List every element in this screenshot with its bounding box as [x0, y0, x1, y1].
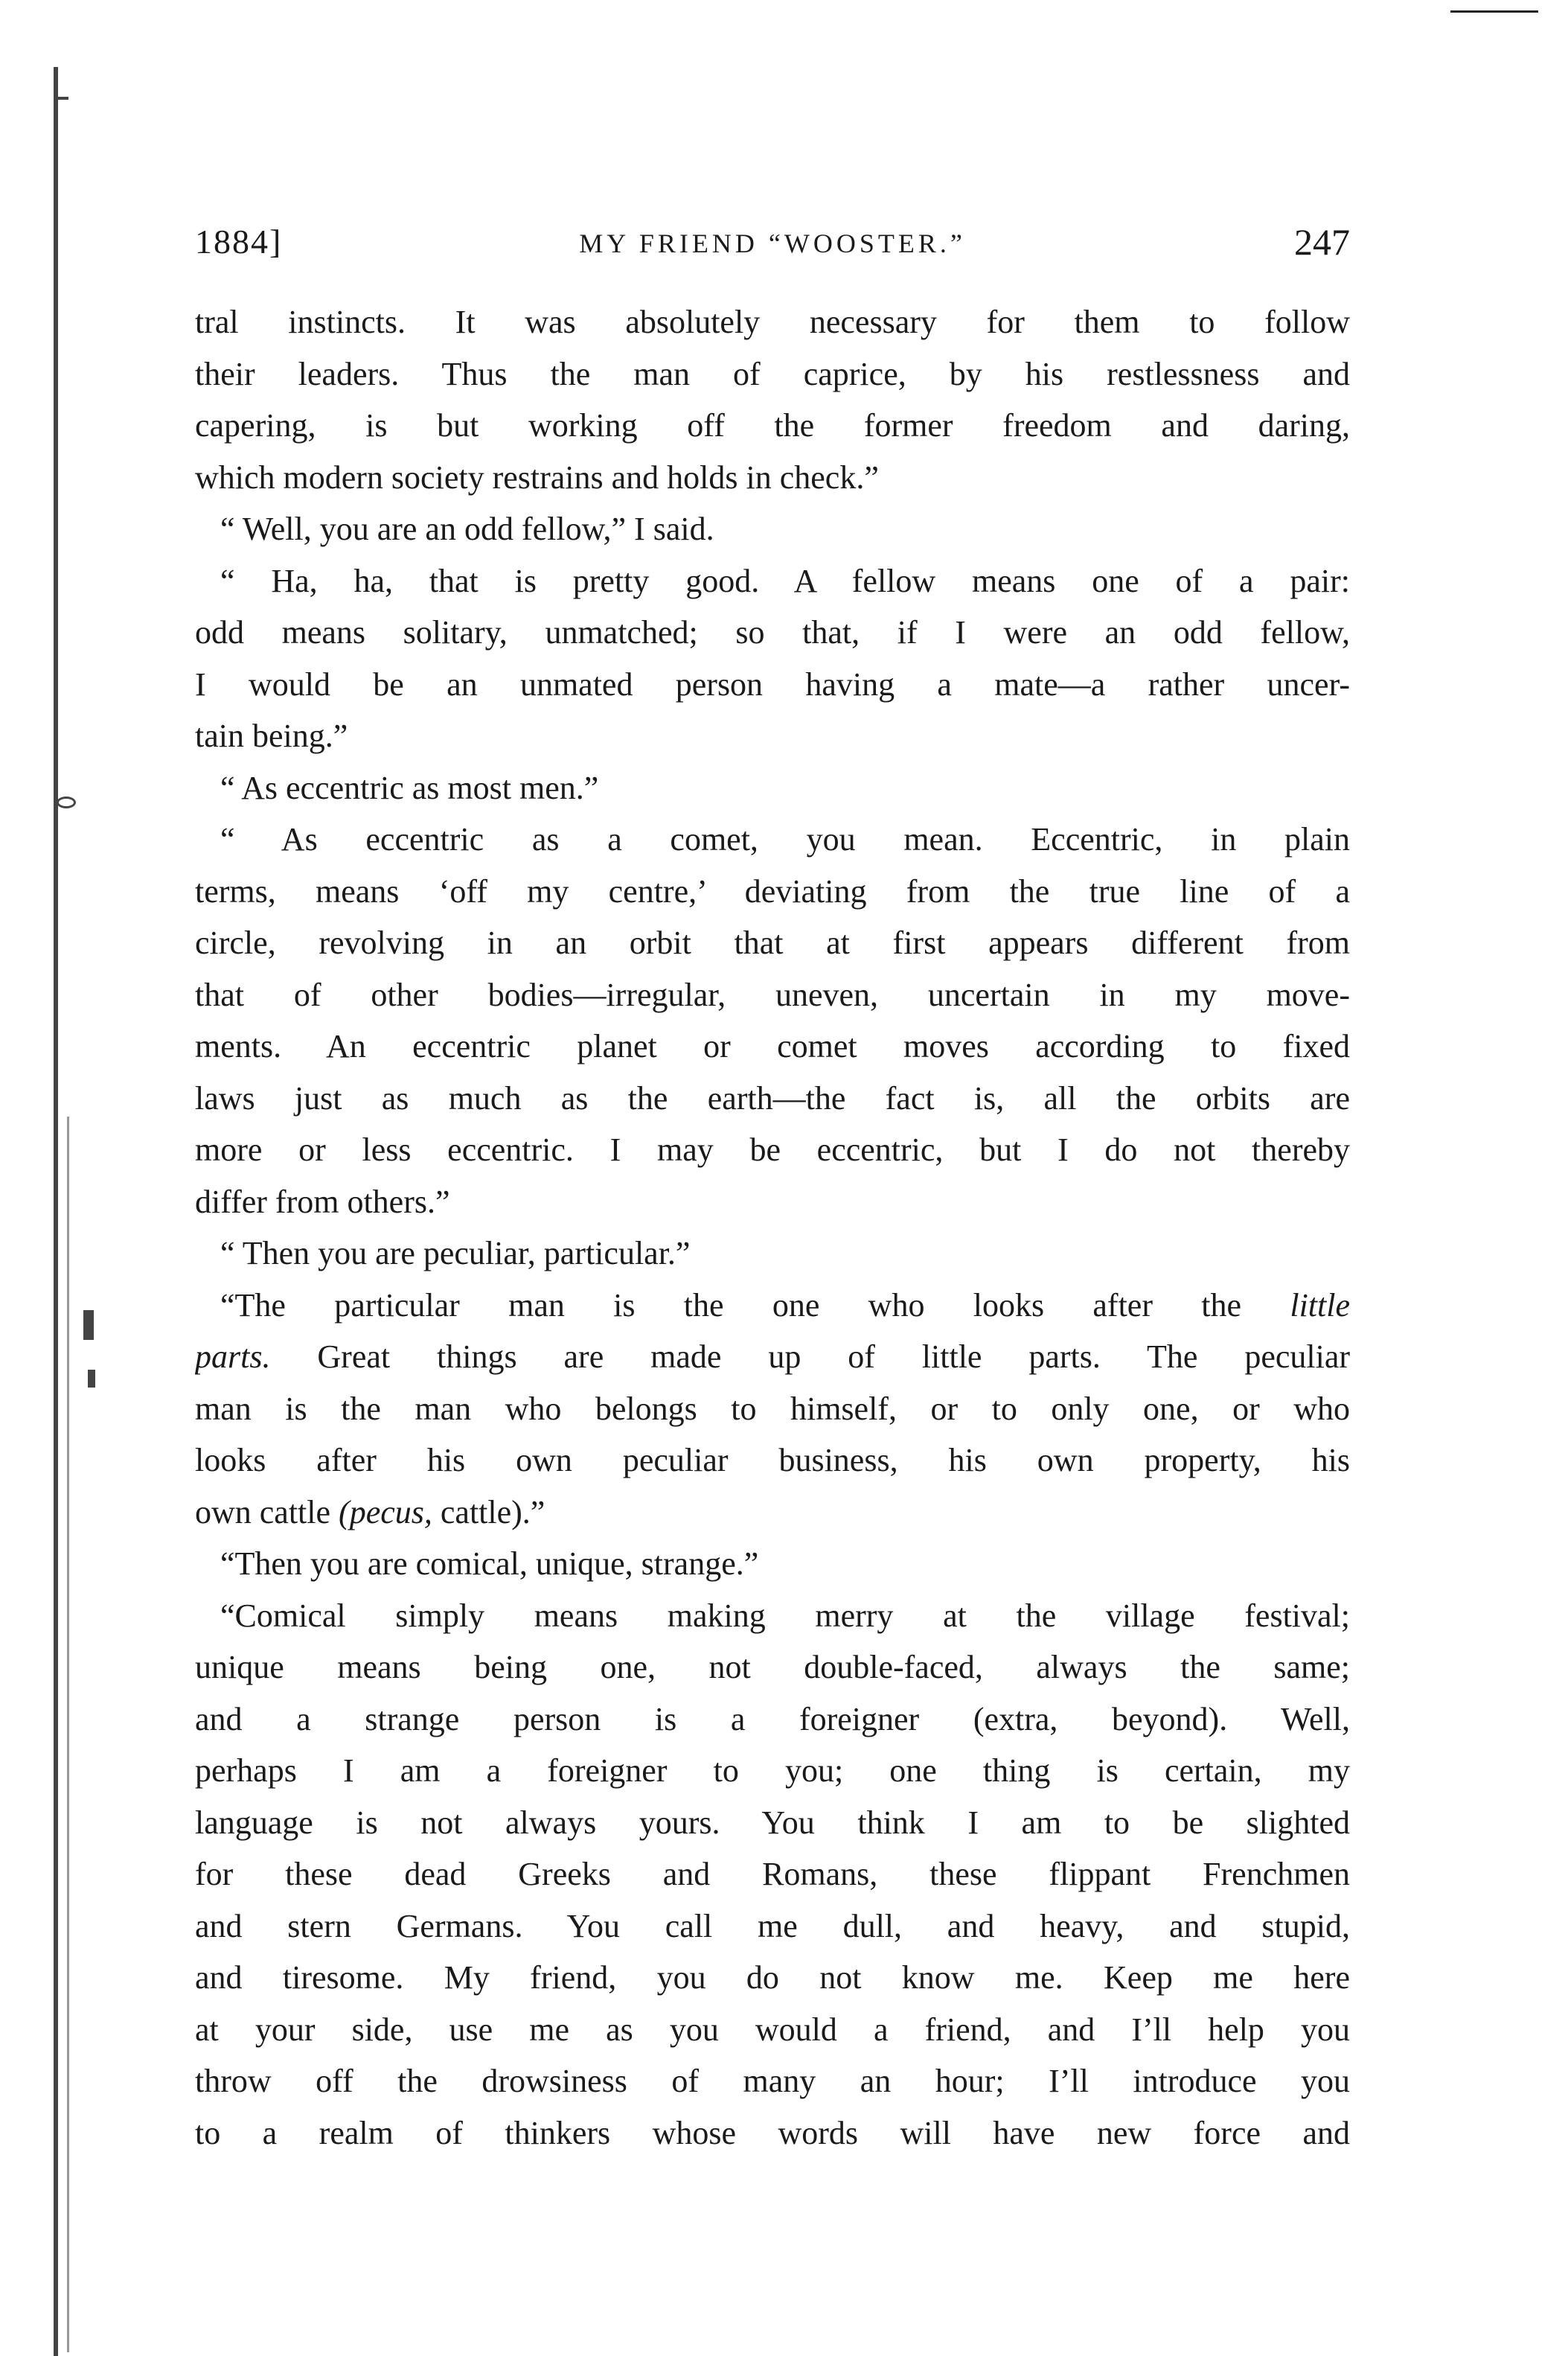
text-line: at your side, use me as you would a friend, and I’ll help you	[195, 2011, 1350, 2048]
gutter-mark	[83, 1310, 94, 1340]
text-line: to a realm of thinkers whose words will have new force and	[195, 2114, 1350, 2151]
text-line: language is not always yours. You think I am to be slighted	[195, 1804, 1350, 1841]
text-line: and tiresome. My friend, you do not know me. Keep me here	[195, 1959, 1350, 1996]
body-text	[195, 296, 1350, 2159]
page-number: 247	[1294, 221, 1350, 263]
text-line	[195, 1280, 1350, 1332]
italic-word: parts.	[195, 1338, 271, 1375]
text-line: laws just as much as the earth—the fact is, all the orbits are	[195, 1079, 1350, 1117]
gutter-mark	[88, 1370, 95, 1388]
binding-gutter-line	[54, 67, 58, 2356]
text-line: perhaps I am a foreigner to you; one thing is certain, my	[195, 1752, 1350, 1789]
text-line: more or less eccentric. I may be eccentric, but I do not thereby	[195, 1131, 1350, 1168]
text-line: odd means solitary, unmatched; so that, if I were an odd fellow,	[195, 614, 1350, 651]
running-header	[195, 216, 1350, 268]
text-line: tral instincts. It was absolutely necessary for them to follow	[195, 304, 1350, 340]
text-segment: Great things are made up of little parts. The peculiar	[317, 1338, 1350, 1375]
text-line: capering, is but working off the former freedom and daring,	[195, 407, 1350, 444]
text-line: “ Ha, ha, that is pretty good. A fellow means one of a pair:	[220, 562, 1350, 599]
text-line: “ Well, you are an odd fellow,” I said.	[220, 511, 714, 547]
text-line: looks after his own peculiar business, his own property, his	[195, 1442, 1350, 1478]
text-line: man is the man who belongs to himself, or to only one, or who	[195, 1390, 1350, 1427]
top-rule	[1450, 10, 1538, 13]
text-line: their leaders. Thus the man of caprice, by his restlessness and	[195, 355, 1350, 392]
text-line: terms, means ‘off my centre,’ deviating from the true line of a	[195, 872, 1350, 910]
text-segment: cattle).”	[440, 1493, 545, 1530]
text-line	[195, 1487, 1350, 1539]
text-line: “ As eccentric as most men.”	[220, 769, 599, 806]
binding-gutter-line-secondary	[67, 1117, 69, 2352]
text-line: “Comical simply means making merry at the village festival;	[220, 1597, 1350, 1634]
text-line: and a strange person is a foreigner (extra, beyond). Well,	[195, 1700, 1350, 1737]
text-line: I would be an unmated person having a mate—a rather uncer-	[195, 665, 1350, 703]
text-line: which modern society restrains and holds in check.”	[195, 459, 879, 496]
italic-word: (pecus,	[339, 1493, 432, 1530]
text-line: that of other bodies—irregular, uneven, uncertain in my move-	[195, 976, 1350, 1013]
text-line: “Then you are comical, unique, strange.”	[220, 1545, 759, 1582]
text-line: “ As eccentric as a comet, you mean. Eccentric, in plain	[220, 821, 1350, 858]
text-line	[195, 1331, 1350, 1383]
gutter-mark	[57, 97, 68, 100]
text-segment: own cattle	[195, 1493, 331, 1530]
text-line: throw off the drowsiness of many an hour; I’ll introduce you	[195, 2063, 1350, 2099]
text-line: tain being.”	[195, 718, 348, 754]
italic-word: little	[1290, 1286, 1350, 1324]
header-year: 1884]	[195, 223, 283, 261]
text-line: ments. An eccentric planet or comet moves according to fixed	[195, 1028, 1350, 1064]
text-segment: “The particular man is the one who looks after the	[220, 1286, 1242, 1324]
text-line: and stern Germans. You call me dull, and heavy, and stupid,	[195, 1907, 1350, 1944]
text-line: circle, revolving in an orbit that at first appears different from	[195, 925, 1350, 961]
text-line: differ from others.”	[195, 1183, 450, 1220]
text-line: “ Then you are peculiar, particular.”	[220, 1235, 691, 1271]
gutter-mark	[57, 796, 76, 808]
running-title: MY FRIEND “WOOSTER.”	[579, 229, 966, 258]
text-line: for these dead Greeks and Romans, these flippant Frenchmen	[195, 1856, 1350, 1892]
text-line: unique means being one, not double-faced, always the same;	[195, 1649, 1350, 1685]
